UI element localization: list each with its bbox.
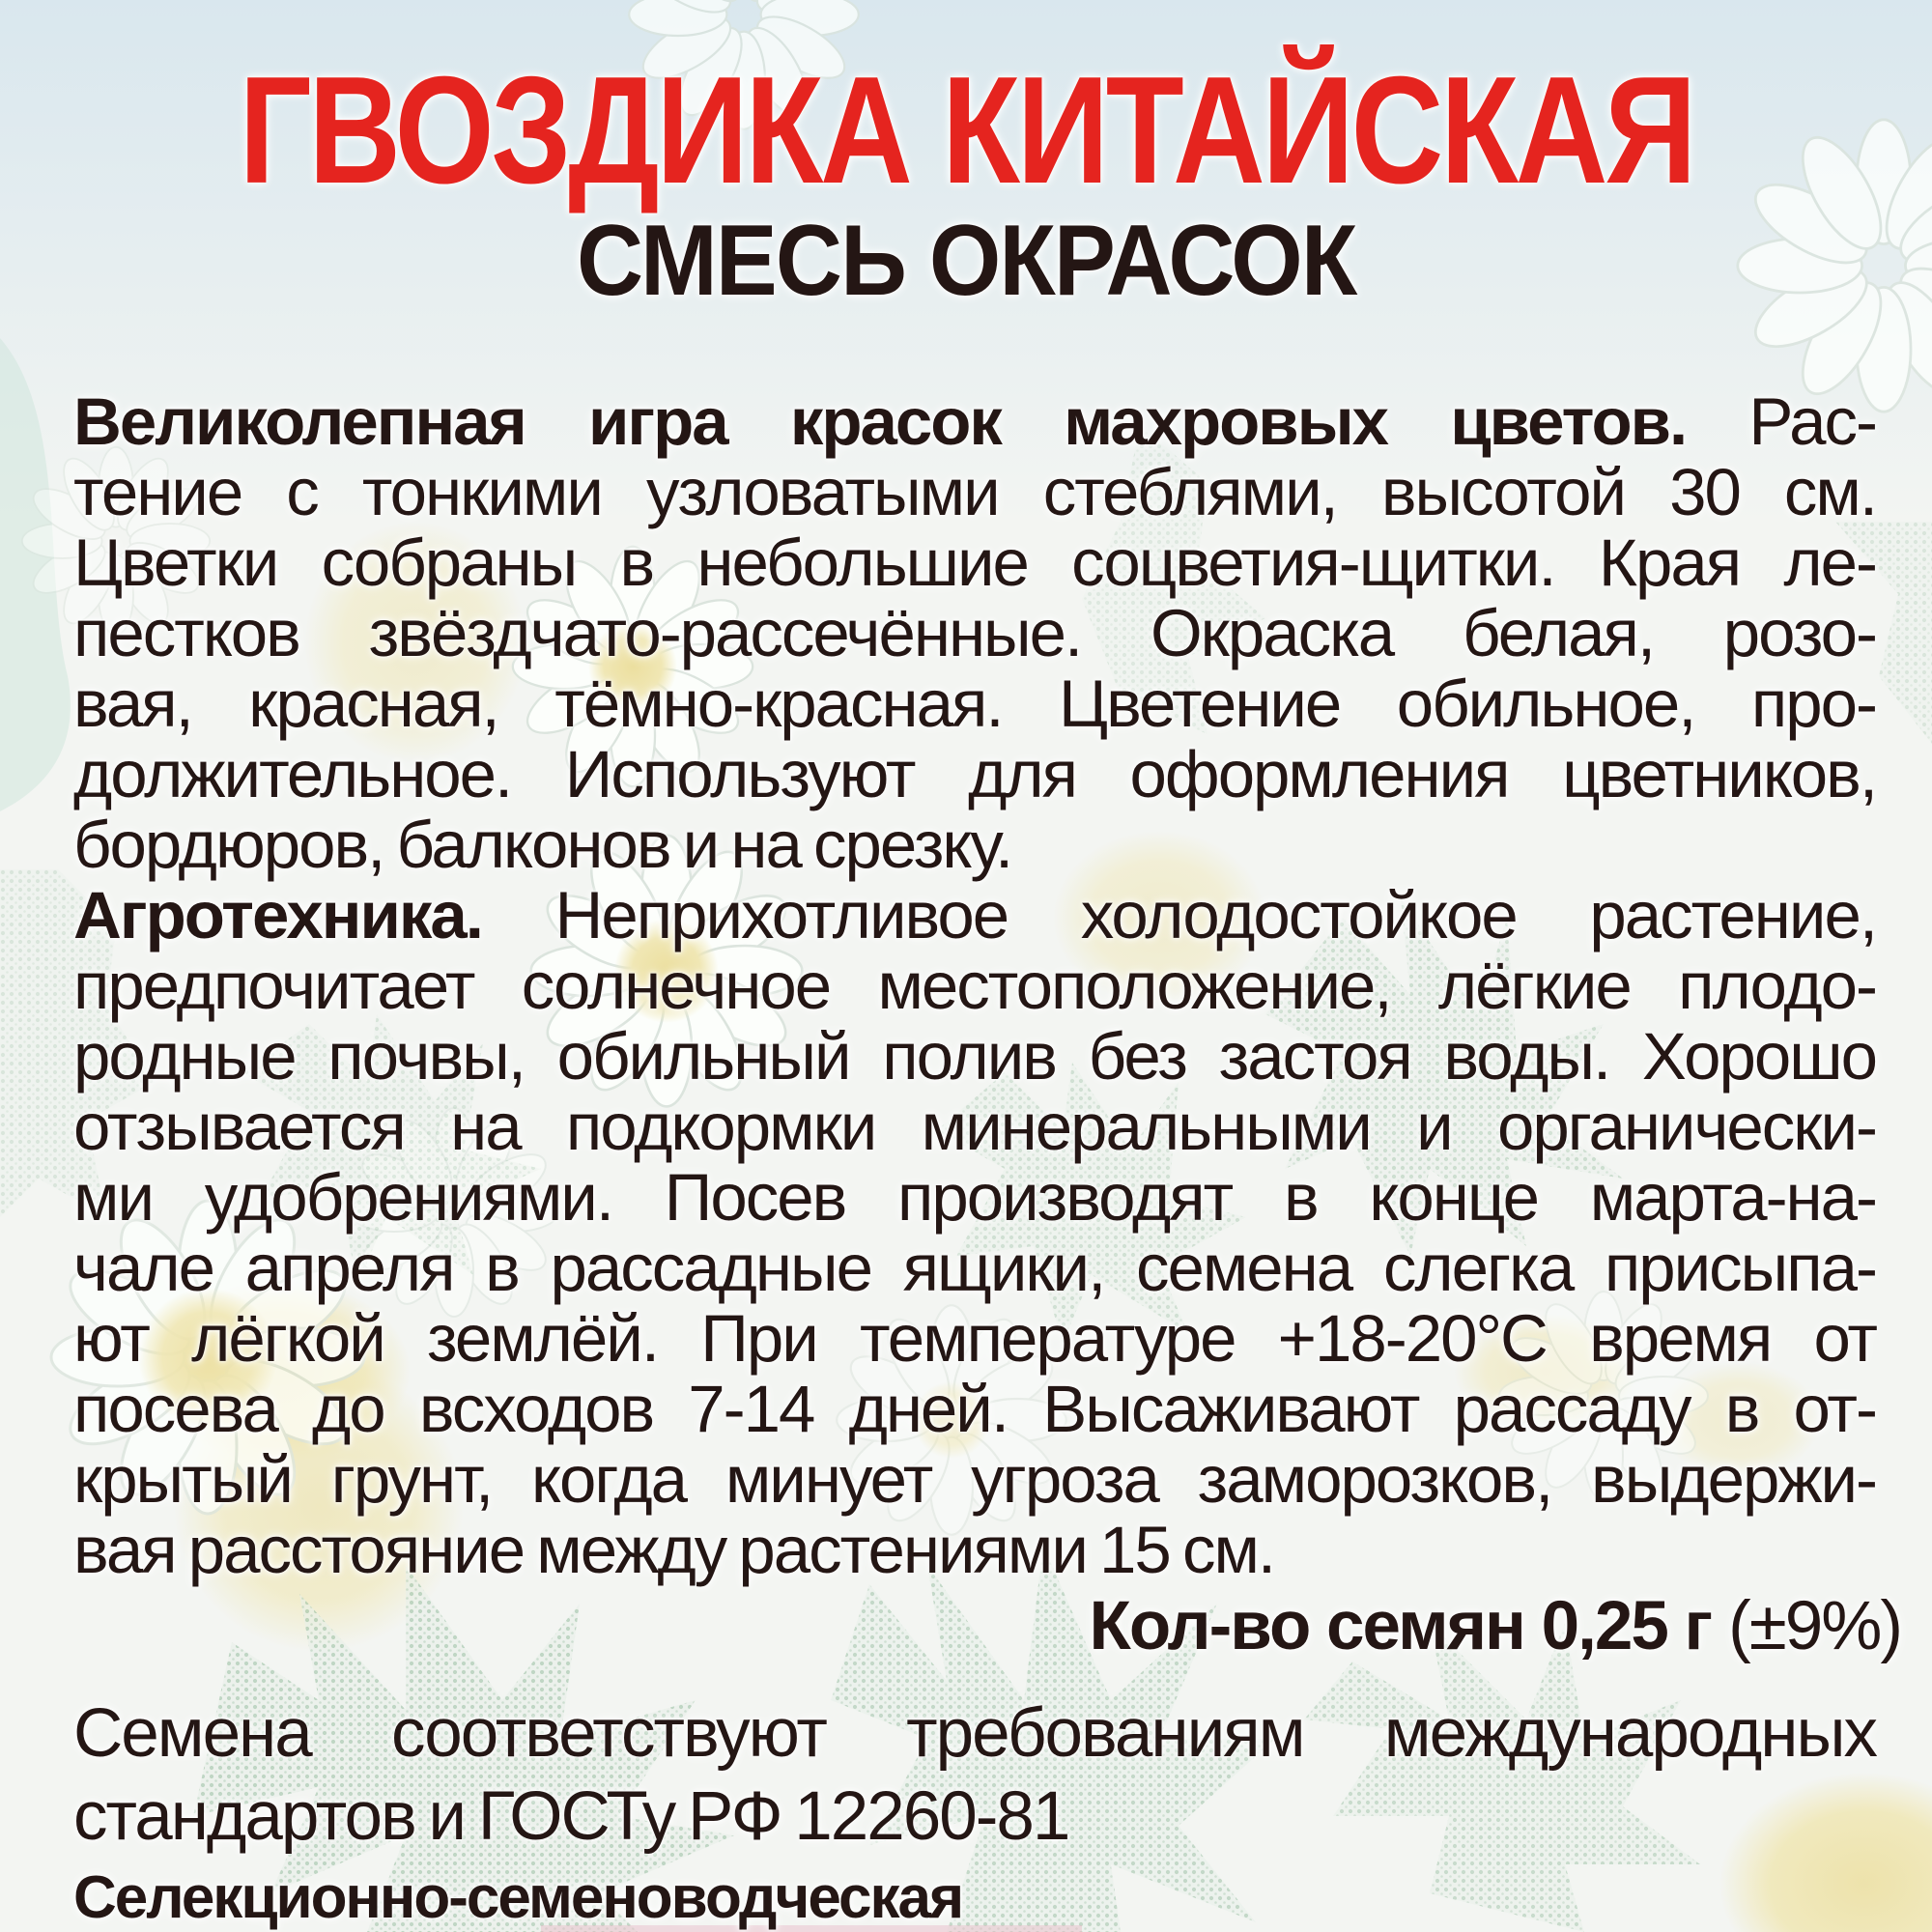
text-line: вая расстояние между растениями 15 см. [73,1513,1275,1587]
seed-quantity-label: Кол-во семян 0,25 г [1089,1588,1712,1664]
standards-note [73,1692,1876,1859]
text-line: бордюров, балконов и на срезку. [73,808,1012,882]
text-line: родные почвы, обильный полив без застоя воды. Хорошо [73,1019,1876,1094]
seed-quantity-line [1089,1588,1901,1664]
text-line: отзывается на подкормки минеральными и органически- [73,1090,1876,1164]
text-line: пестков звёздчато-рассечённые. Окраска белая, розо- [73,596,1876,670]
seed-quantity-tolerance: (±9%) [1728,1588,1901,1664]
text-line: стандартов и ГОСТу РФ 12260-81 [73,1778,1069,1855]
text-line: крытый грунт, когда минует угроза заморозков, выдержи- [73,1442,1876,1517]
text-line: Цветки собраны в небольшие соцветия-щитки. Края ле- [73,526,1876,600]
text-line: Семена соответствуют требованиям международных [73,1695,1876,1772]
text-line: тение с тонкими узловатыми стеблями, высотой 30 см. [73,455,1876,529]
text-line: посева до всходов 7-14 дней. Высаживают рассаду в от- [73,1372,1876,1446]
text-line: вая, красная, тёмно-красная. Цветение обильное, про- [73,667,1876,741]
variety-subtitle-text: СМЕСЬ ОКРАСОК [576,205,1356,317]
text-line: Агротехника. Неприхотливое холодостойкое растение, [73,878,1876,952]
text-line: должительное. Используют для оформления цветников, [73,737,1876,811]
variety-subtitle [0,205,1932,317]
text-line: чале апреля в рассадные ящики, семена слегка присыпа- [73,1231,1876,1305]
text-line: предпочитает солнечное местоположение, лёгкие плодо- [73,949,1876,1023]
plant-name-title: ГВОЗДИКА КИТАЙСКАЯ [239,45,1693,215]
text-line: Великолепная игра красок махровых цветов. Рас- [73,384,1877,459]
description-text [73,386,1876,1585]
text-line: ют лёгкой землёй. При температуре +18-20°С время от [73,1301,1876,1376]
page-title [0,45,1932,215]
text-line: ми удобрениями. Посев производят в конце марта-на- [73,1160,1876,1235]
producer-name: Селекционно-семеноводческая [73,1864,963,1931]
